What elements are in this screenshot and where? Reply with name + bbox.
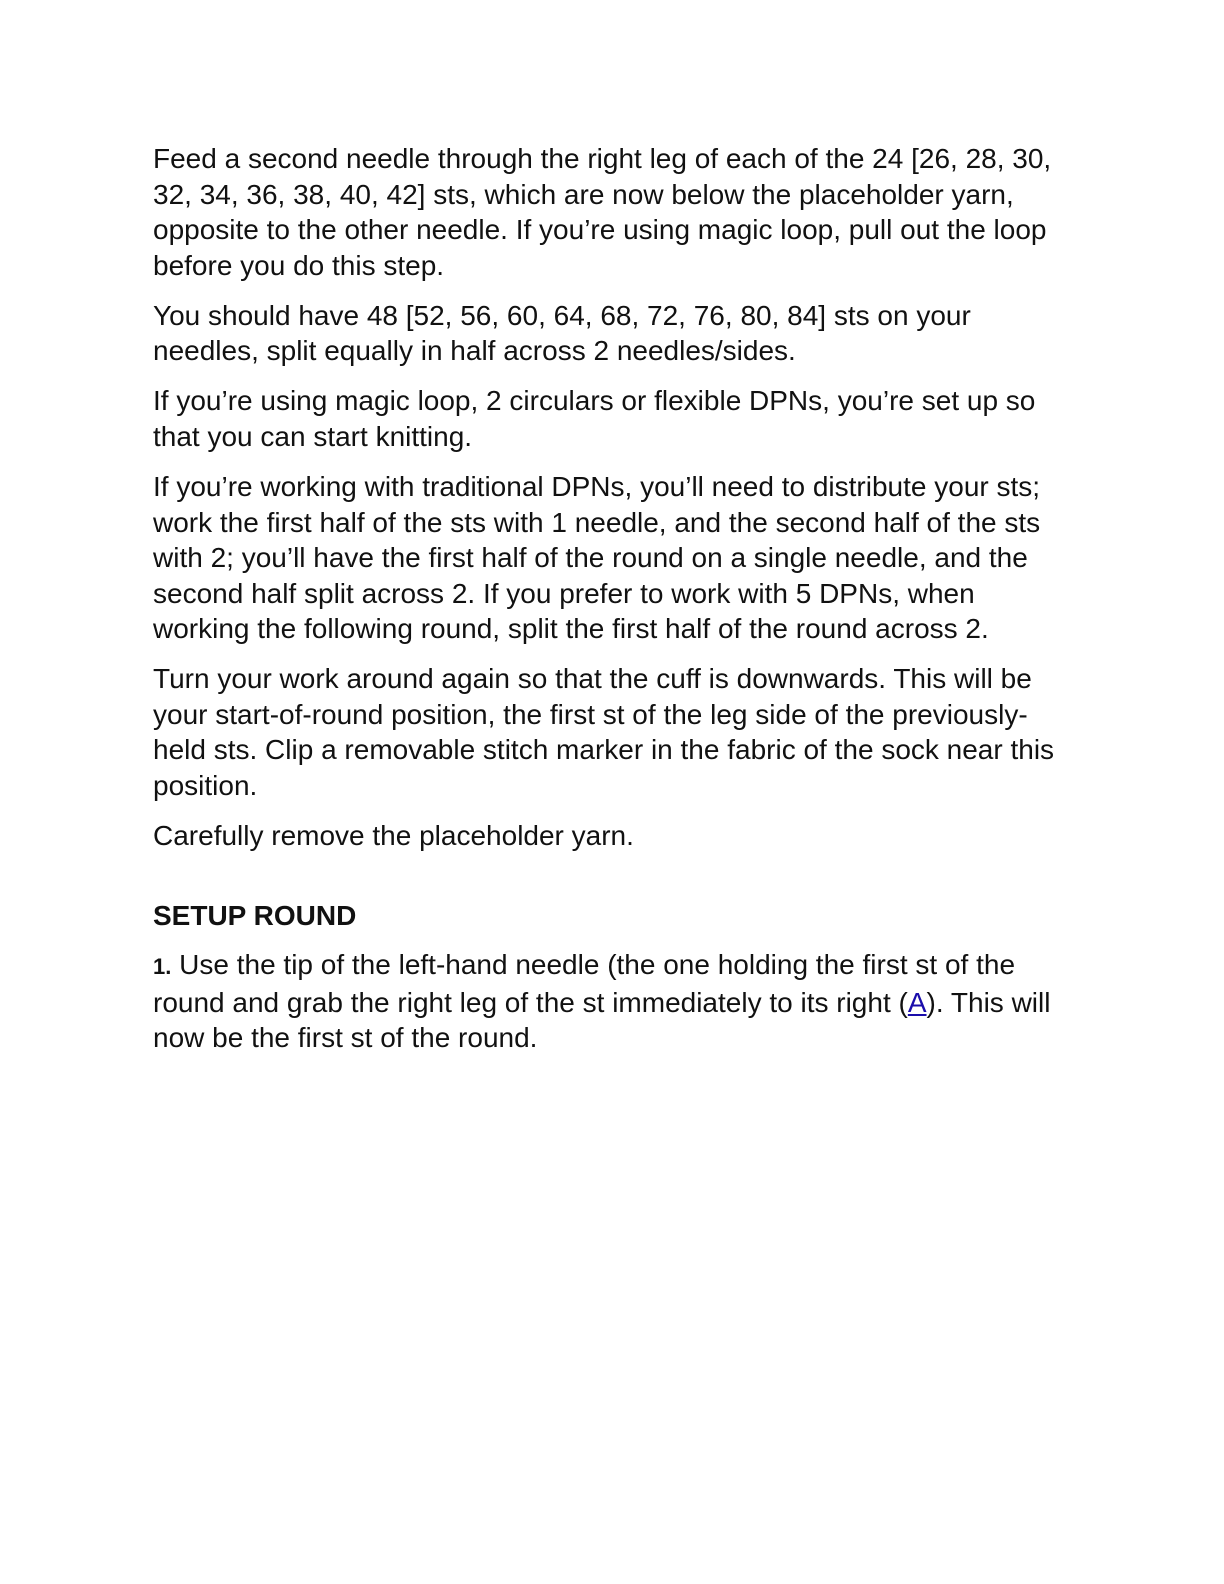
paragraph-turn-work: Turn your work around again so that the cuff is downwards. This will be your start-of-round position, the first st of the leg side of the previously-held sts. Clip a removable stitch marker in the fabric of the sock near this position.: [153, 663, 1055, 802]
figure-reference-link[interactable]: A: [907, 986, 927, 1018]
step-text-after: ). This will now be the first st of the round.: [153, 986, 1051, 1054]
step-number: 1.: [153, 954, 172, 980]
document-page: [153, 141, 1073, 1070]
paragraph-magic-loop: If you’re using magic loop, 2 circulars or flexible DPNs, you’re set up so that you can start knitting.: [153, 385, 1036, 452]
paragraph-traditional-dpns: If you’re working with traditional DPNs, you’ll need to distribute your sts; work the first half of the sts with 1 needle, and the second half of the sts with 2; you’ll have the first half of the round on a single needle, and the second half split across 2. If you prefer to work with 5 DPNs, when working the following round, split the first half of the round across 2.: [153, 470, 1041, 645]
setup-step: [153, 947, 1073, 1056]
paragraph-feed-second-needle: Feed a second needle through the right leg of each of the 24 [26, 28, 30, 32, 34, 36, 38, 40, 42] sts, which are now below the placeholder yarn, opposite to the other needle. If you’re using magic loop, pull out the loop before you do this step.: [153, 143, 1052, 281]
paragraph-stitch-count: You should have 48 [52, 56, 60, 64, 68, 72, 76, 80, 84] sts on your needles, split equally in half across 2 needles/sides.: [153, 299, 971, 367]
paragraph-remove-yarn: Carefully remove the placeholder yarn.: [153, 820, 634, 852]
step-text-before: Use the tip of the left-hand needle (the one holding the first st of the round and grab the right leg of the st immediately to its right (: [153, 949, 1016, 1018]
section-heading: SETUP ROUND: [153, 899, 357, 931]
